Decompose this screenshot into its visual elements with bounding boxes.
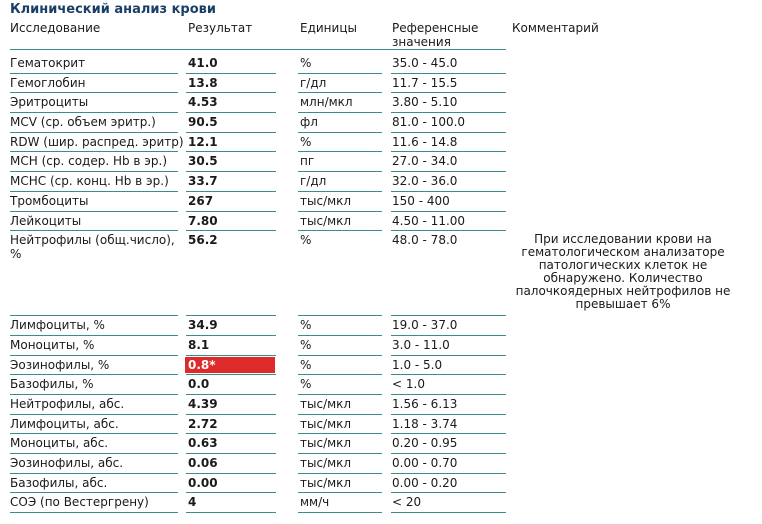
test-name: Лимфоциты, абс. [10, 416, 119, 431]
table-row [0, 172, 762, 192]
result-value: 41.0 [188, 56, 218, 70]
test-name: MCHC (ср. конц. Hb в эр.) [10, 174, 169, 189]
table-row [0, 212, 762, 232]
test-name: MCH (ср. содер. Hb в эр.) [10, 154, 168, 169]
test-name: Базофилы, % [10, 377, 94, 392]
reference-range: < 20 [392, 495, 422, 510]
result-value: 4 [188, 495, 197, 510]
result-value: 0.0 [188, 377, 210, 392]
row-divider [391, 512, 506, 513]
result-value: 56.2 [188, 233, 218, 248]
units: фл [300, 115, 318, 130]
reference-range: 81.0 - 100.0 [392, 115, 466, 130]
result-value: 13.8 [188, 75, 218, 90]
reference-range: 32.0 - 36.0 [392, 174, 458, 189]
result-value: 33.7 [188, 174, 218, 189]
results-table [0, 54, 762, 513]
header-reference [392, 21, 478, 49]
reference-range: 11.6 - 14.8 [392, 134, 458, 149]
test-name: Тромбоциты [10, 193, 89, 208]
table-row [0, 493, 762, 513]
units: % [300, 134, 312, 149]
result-value-flagged: 0.8* [185, 357, 275, 373]
reference-range: 27.0 - 34.0 [392, 154, 458, 169]
table-row [0, 152, 762, 172]
test-name: Гематокрит [10, 56, 86, 70]
row-divider [186, 512, 276, 513]
table-row [0, 434, 762, 454]
reference-range: 1.18 - 3.74 [392, 416, 458, 431]
test-name: СОЭ (по Вестергрену) [10, 495, 149, 510]
header-divider [10, 49, 506, 50]
result-value: 4.53 [188, 95, 218, 110]
units: г/дл [300, 75, 327, 90]
reference-range: 1.56 - 6.13 [392, 396, 458, 411]
units: тыс/мкл [300, 456, 352, 470]
result-value: 34.9 [188, 318, 218, 333]
header-reference-line2: значения [392, 35, 451, 49]
table-row [0, 415, 762, 435]
result-value: 4.39 [188, 396, 218, 411]
report-title: Клинический анализ крови [10, 2, 216, 17]
result-value: 8.1 [188, 337, 210, 352]
reference-range: 3.80 - 5.10 [392, 95, 458, 110]
table-row [0, 474, 762, 494]
row-divider [298, 512, 382, 513]
units: тыс/мкл [300, 416, 352, 431]
reference-range: 3.0 - 11.0 [392, 337, 450, 352]
reference-range: 0.00 - 0.70 [392, 456, 458, 470]
test-name: Нейтрофилы, абс. [10, 396, 125, 411]
test-name: Моноциты, абс. [10, 436, 109, 451]
units: % [300, 233, 312, 248]
result-value: 0.00 [188, 475, 218, 490]
reference-range: < 1.0 [392, 377, 425, 392]
units: % [300, 377, 312, 392]
reference-range: 19.0 - 37.0 [392, 318, 458, 333]
test-name: Лейкоциты [10, 213, 82, 228]
test-name: Базофилы, абс. [10, 475, 108, 490]
table-row [0, 375, 762, 395]
table-row [0, 54, 762, 74]
units: тыс/мкл [300, 396, 352, 411]
header-reference-line1: Референсные [392, 21, 479, 35]
table-row [0, 192, 762, 212]
units: млн/мкл [300, 95, 353, 110]
units: тыс/мкл [300, 475, 352, 490]
test-name: Нейтрофилы (общ.число), % [10, 233, 175, 262]
table-row [0, 113, 762, 133]
units: % [300, 357, 312, 372]
table-row [0, 356, 762, 376]
header-units: Единицы [300, 21, 357, 35]
result-value: 2.72 [188, 416, 218, 431]
units: тыс/мкл [300, 193, 352, 208]
units: % [300, 318, 312, 333]
units: % [300, 337, 312, 352]
test-name: Эозинофилы, абс. [10, 456, 124, 470]
header-name: Исследование [10, 21, 101, 35]
test-name: Эритроциты [10, 95, 89, 110]
result-value: 0.06 [188, 456, 218, 470]
reference-range: 0.00 - 0.20 [392, 475, 458, 490]
result-value: 0.63 [188, 436, 218, 451]
table-row [0, 231, 762, 316]
test-name: MCV (ср. объем эритр.) [10, 115, 156, 130]
units: пг [300, 154, 315, 169]
row-divider [10, 512, 178, 513]
reference-range: 0.20 - 0.95 [392, 436, 458, 451]
units: тыс/мкл [300, 213, 352, 228]
reference-range: 150 - 400 [392, 193, 450, 208]
result-value: 30.5 [188, 154, 218, 169]
result-value: 12.1 [188, 134, 218, 149]
units: мм/ч [300, 495, 330, 510]
header-comment: Комментарий [512, 21, 599, 35]
reference-range: 4.50 - 11.00 [392, 213, 466, 228]
test-name: Лимфоциты, % [10, 318, 105, 333]
test-name: Эозинофилы, % [10, 357, 110, 372]
table-row [0, 454, 762, 474]
table-row [0, 336, 762, 356]
test-name: RDW (шир. распред. эритр) [10, 134, 184, 149]
units: г/дл [300, 174, 327, 189]
table-row [0, 93, 762, 113]
reference-range: 1.0 - 5.0 [392, 357, 443, 372]
reference-range: 35.0 - 45.0 [392, 56, 458, 70]
units: % [300, 56, 312, 70]
result-value: 267 [188, 193, 214, 208]
table-row [0, 395, 762, 415]
test-name: Гемоглобин [10, 75, 86, 90]
result-value: 90.5 [188, 115, 218, 130]
table-row [0, 316, 762, 336]
header-result: Результат [188, 21, 253, 35]
result-value: 7.80 [188, 213, 218, 228]
reference-range: 48.0 - 78.0 [392, 233, 458, 248]
test-name: Моноциты, % [10, 337, 95, 352]
units: тыс/мкл [300, 436, 352, 451]
reference-range: 11.7 - 15.5 [392, 75, 458, 90]
comment: При исследовании крови на гематологическом анализаторе патологических клеток не обнаружено. Количество палочкоядерных нейтрофилов не превышает 6% [515, 232, 731, 312]
table-row [0, 133, 762, 153]
table-row [0, 74, 762, 94]
